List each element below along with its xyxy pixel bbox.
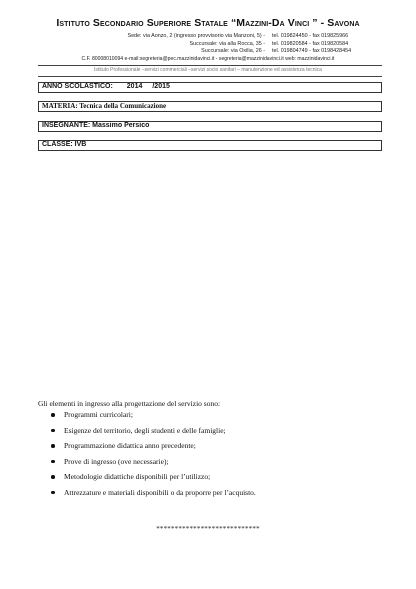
teacher-text: INSEGNANTE: Massimo Persico — [42, 122, 150, 129]
list-item: Attrezzature e materiali disponibili o da proporre per l’acquisto. — [49, 487, 256, 503]
phone-line-2: tel. 019820584 - fax 019820584 — [272, 40, 349, 47]
subject-box — [38, 101, 382, 112]
list-item: Programmazione didattica anno precedente; — [49, 440, 256, 456]
school-year-box — [38, 82, 382, 93]
school-year-end: /2015 — [152, 83, 170, 90]
bullet-icon — [51, 460, 55, 464]
bullet-icon — [51, 475, 55, 479]
phone-block — [272, 33, 351, 56]
school-year-start: 2014 — [126, 83, 143, 90]
address-line-2: Succursale: via alla Rocca, 35 - — [189, 40, 265, 47]
list-item: Metodologie didattiche disponibili per l’utilizzo; — [49, 471, 256, 487]
asterisk-separator: **************************** — [156, 525, 260, 533]
institute-title-text: Istituto Secondario Superiore Statale “Mazzini-Da Vinci ” - Savona — [56, 17, 360, 29]
bullet-icon — [51, 491, 55, 495]
teacher-box — [38, 121, 382, 132]
institute-tagline: Istituto Professionale –servizi commerciali –servizi socio sanitari – manutenzione ed assistenza tecnica — [94, 66, 322, 73]
school-year-label: ANNO SCOLASTICO: — [42, 83, 113, 90]
list-item: Esigenze del territorio, degli studenti e delle famiglie; — [49, 425, 256, 441]
address-line-1: Sede: via Aonzo, 2 (ingresso provvisorio via Manzoni, 5) - — [127, 33, 265, 39]
list-item: Programmi curricolari; — [49, 409, 256, 425]
class-box — [38, 140, 382, 151]
institute-title — [0, 17, 416, 29]
bullet-icon — [51, 413, 55, 417]
intro-paragraph: Gli elementi in ingresso alla progettazione del servizio sono: — [38, 399, 221, 408]
subject-text: MATERIA: Tecnica della Comunicazione — [42, 102, 167, 110]
inputs-bullet-list — [49, 409, 256, 503]
class-text: CLASSE: IVB — [42, 141, 87, 148]
phone-line-3: tel. 019804749 - fax 0198428454 — [272, 48, 352, 55]
list-item: Prove di ingresso (ove necessarie); — [49, 456, 256, 472]
address-line-3: Succursale: via Oxilia, 26 - — [201, 48, 265, 55]
bullet-icon — [51, 429, 55, 433]
address-block — [127, 33, 265, 56]
bullet-icon — [51, 444, 55, 448]
phone-line-1: tel. 019824450 - fax 019825966 — [272, 33, 349, 39]
header-divider-bottom — [38, 76, 382, 77]
fiscal-code-email-line: C.F. 80008010094 e-mail:segreteria@pec.mazzinidavinci.it - segreteria@mazzinidavinci.it web: mazzinidavinci.it — [81, 56, 335, 62]
